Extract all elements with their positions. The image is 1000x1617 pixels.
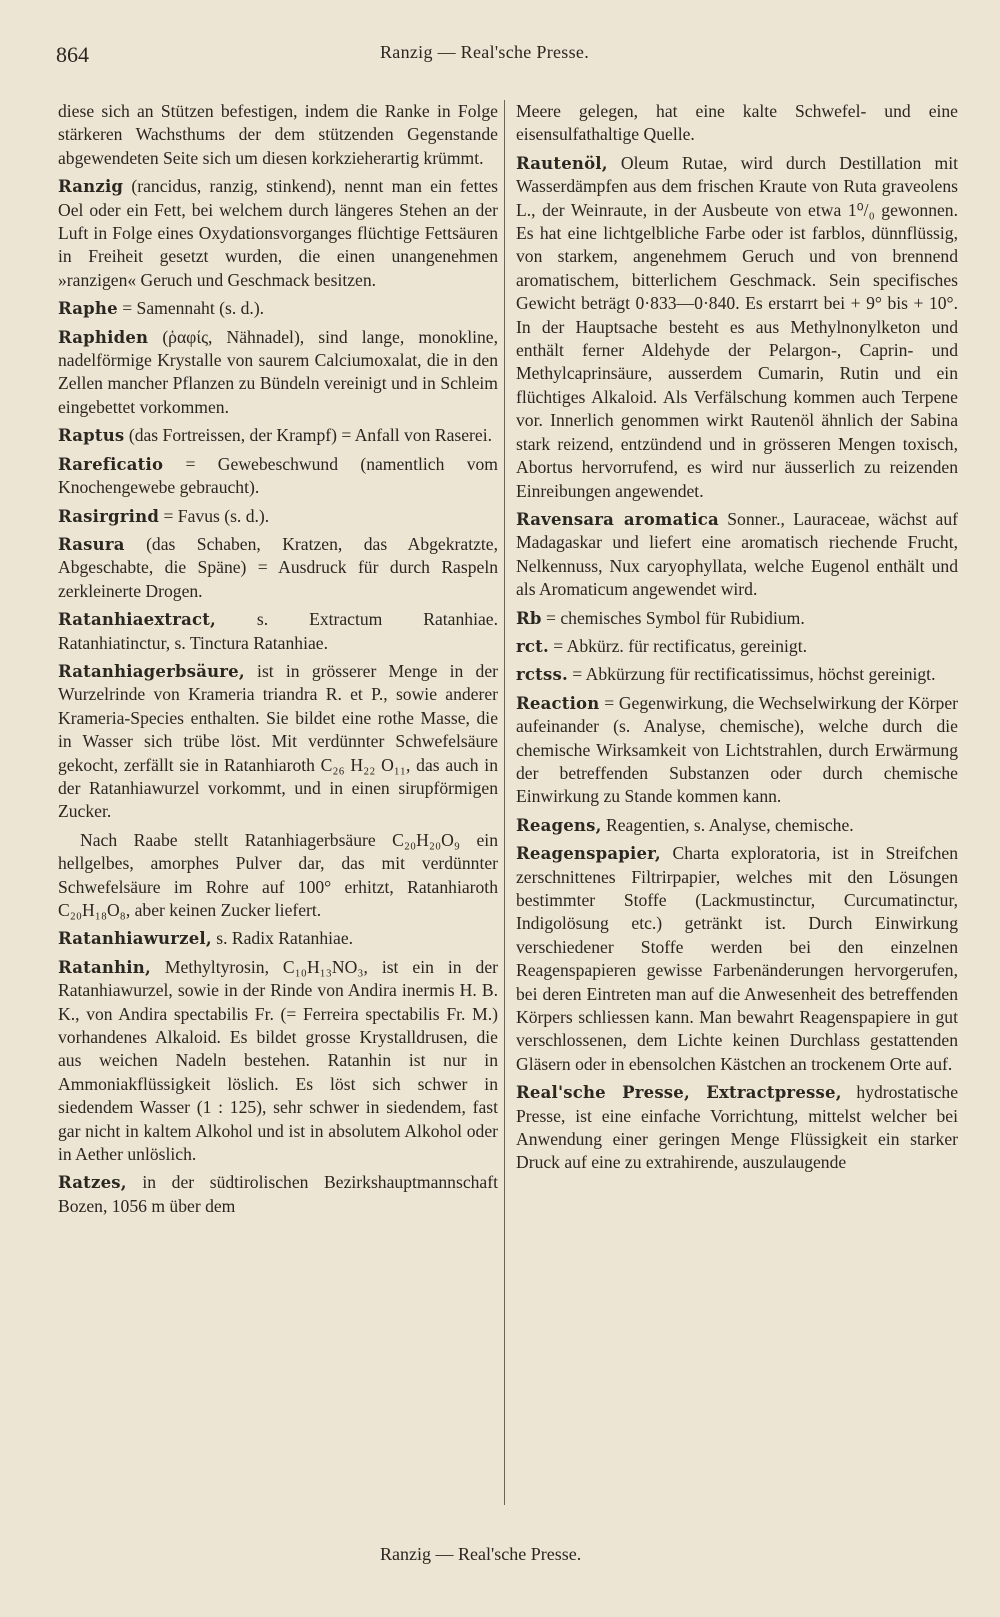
dictionary-entry (58, 424, 498, 447)
entry-text: = Abkürz. für rectificatus, gereinigt. (548, 635, 808, 656)
entry-term: rct. (516, 636, 549, 656)
entry-term: Rasura (58, 534, 125, 554)
dictionary-entry (516, 152, 958, 503)
entry-text: (ῥαφίς, Nähnadel), sind lange, monokline, nadelförmige Krystalle von saurem Calciumoxalat, die in den Zellen mancher Pflanzen zu Bündeln vereinigt und in Schleim eingebettet vorkommen. (58, 326, 498, 417)
entry-term: Ratanhin, (58, 957, 151, 977)
entry-text: Charta exploratoria, ist in Streifchen zerschnittenes Filtrirpapier, welches mit den Lösungen bestimmter Stoffe (Lackmustinctur, Curcumatinctur, Indigolösung etc.) getränkt ist. Durch Einwirkung verschiedener Stoffe werden bei den einzelnen Reagenspapieren gewisse Farbenänderungen hervorgerufen, bei deren Eintreten man auf die Anwesenheit des betreffenden Körpers schliessen kann. Man bewahrt Reagenspapiere in gut verschlossenen, dem Lichte keinen Durchlass gestattenden Gläsern oder in ebensolchen Kästchen an trockenem Orte auf. (516, 843, 958, 1074)
entry-term: rctss. (516, 665, 568, 685)
dictionary-entry (516, 607, 958, 630)
entry-term: Reagenspapier, (516, 844, 661, 864)
entry-term: Rareficatio (58, 454, 164, 474)
dictionary-entry (516, 842, 958, 1076)
entry-text: s. Radix Ratanhiae. (211, 928, 354, 949)
dictionary-entry (58, 829, 498, 923)
dictionary-entry (58, 453, 498, 500)
dictionary-entry (58, 505, 498, 528)
entry-text: = chemisches Symbol für Rubidium. (541, 607, 805, 628)
entry-text: Methyltyrosin, C₁₀H₁₃NO₃, ist ein in der Ratanhiawurzel, sowie in der Rinde von Andira inermis H. B. K., von Andira spectabilis Fr. (= Ferreira spectabilis Fr. M.) vorhandenes Alkaloid. Es bildet grosse Krystalldrusen, die aus weichen Nadeln bestehen. Ratanhin ist nur in Ammoniakflüssigkeit löslich. Es löst sich schwer in siedendem Wasser (1 : 125), sehr schwer in siedendem, fast gar nicht in kaltem Alkohol und ist in absolutem Alkohol oder in Aether unlöslich. (58, 956, 498, 1165)
entry-term: Reagens, (516, 815, 602, 835)
entry-text: = Gewebeschwund (namentlich vom Knochengewebe gebraucht). (58, 453, 498, 498)
entry-text: hydrostatische Presse, ist eine einfache Vorrichtung, mittelst welcher bei Anwendung einer geringen Menge Flüssigkeit ein starker Druck auf eine zu extrahirende, auszulaugende (516, 1082, 959, 1173)
entry-term: Ratzes, (58, 1173, 127, 1193)
entry-text: = Samennaht (s. d.). (117, 298, 265, 319)
entry-term: Rb (516, 608, 542, 628)
column-divider (504, 100, 505, 1505)
right-column (516, 100, 958, 1180)
entry-text: (rancidus, ranzig, stinkend), nennt man ein fettes Oel oder ein Fett, bei welchem durch längeres Stehen an der Luft in Folge eines Oxydationsvorganges flüchtige Fettsäuren in Freiheit gesetzt wurden, die einen unangenehmen »ranzigen« Geruch und Geschmack besitzen. (58, 176, 498, 290)
dictionary-entry (516, 1081, 958, 1175)
entry-text: = Favus (s. d.). (159, 505, 270, 526)
entry-term: Reaction (516, 693, 600, 713)
dictionary-entry (516, 663, 958, 686)
dictionary-entry (58, 608, 498, 655)
dictionary-entry (58, 175, 498, 292)
entry-text: s. Extractum Ratanhiae. Ratanhiatinctur, s. Tinctura Ratanhiae. (58, 609, 498, 653)
entry-text: Reagentien, s. Analyse, chemische. (601, 814, 854, 835)
left-column (58, 100, 498, 1223)
entry-term: Ratanhiawurzel, (58, 929, 212, 949)
footer-running-head: Ranzig — Real'sche Presse. (380, 1544, 582, 1564)
dictionary-entry (58, 1171, 498, 1218)
dictionary-entry (58, 297, 498, 320)
entry-term: Real'sche Presse, Extractpresse, (516, 1083, 842, 1103)
entry-text: diese sich an Stützen befestigen, indem die Ranke in Folge stärkeren Wachsthums der dem stützenden Gegenstande abgewendeten Seite sich um diesen korkzieherartig krümmt. (58, 101, 498, 168)
dictionary-entry (58, 660, 498, 824)
entry-term: Ravensara aromatica (516, 509, 719, 529)
dictionary-entry (58, 100, 498, 170)
entry-text: = Abkürzung für rectificatissimus, höchst gereinigt. (567, 664, 936, 685)
entry-term: Ranzig (58, 177, 124, 197)
dictionary-entry (516, 692, 958, 809)
entry-term: Ratanhiaextract, (58, 610, 217, 630)
entry-term: Rasirgrind (58, 506, 160, 526)
entry-text: Meere gelegen, hat eine kalte Schwefel- und eine eisensulfathaltige Quelle. (516, 101, 958, 145)
entry-term: Ratanhiagerbsäure, (58, 661, 245, 681)
dictionary-entry (516, 635, 958, 658)
page-number: 864 (56, 42, 89, 67)
entry-text: = Gegenwirkung, die Wechselwirkung der Körper aufeinander (s. Analyse, chemische), welche durch die chemische Wirksamkeit von Lichtstrahlen, durch Erwärmung der betreffenden Substanzen oder durch chemische Einwirkung zu Stande kommen kann. (516, 692, 958, 807)
dictionary-entry (58, 326, 498, 420)
entry-text: (das Schaben, Kratzen, das Abgekratzte, Abgeschabte, die Späne) = Ausdruck für durch Raspeln zerkleinerte Drogen. (58, 533, 498, 601)
dictionary-entry (58, 533, 498, 603)
entry-term: Raptus (58, 426, 125, 446)
entry-text: (das Fortreissen, der Krampf) = Anfall von Raserei. (124, 425, 492, 446)
dictionary-entry (516, 508, 958, 602)
entry-text: in der südtirolischen Bezirkshauptmannschaft Bozen, 1056 m über dem (58, 1172, 498, 1216)
entry-term: Raphiden (58, 327, 149, 347)
entry-term: Rautenöl, (516, 153, 608, 173)
dictionary-entry (516, 100, 958, 147)
entry-text: ist in grösserer Menge in der Wurzelrinde von Krameria triandra R. et P., sowie anderer Krameria-Species enthalten. Sie bildet eine rothe Masse, die in Wasser sich trübe löst. Mit verdünnter Schwefelsäure gekocht, zerfällt sie in Ratanhiaroth C₂₆ H₂₂ O₁₁, das auch in der Ratanhiawurzel vorkommt, und in einen sirupförmigen Zucker. (58, 660, 498, 822)
dictionary-entry (516, 814, 958, 837)
entry-text: Oleum Rutae, wird durch Destillation mit Wasserdämpfen aus dem frischen Kraute von Ruta graveolens L., der Weinraute, in der Ausbeute von etwa 1⁰/₀ gewonnen. Es hat eine lichtgelbliche Farbe oder ist farblos, dünnflüssig, von starkem, angenehmem Geruch und von brennend aromatischem, bitterlichem Geschmack. Sein specifisches Gewicht beträgt 0·833—0·840. Es erstarrt bei + 9° bis + 10°. In der Hauptsache besteht es aus Methylnonylketon und enthält ferner Aldehyde der Pelargon-, Caprin- und Methylcaprinsäure, ausserdem Cumarin, Rutin und ein flüchtiges Alkaloid. Als Verfälschung kommen auch Terpene vor. Innerlich genommen wirkt Rautenöl ähnlich der Sabina stark reizend, entzündend und in grösseren Mengen toxisch, Abortus hervorrufend, es wird nur äusserlich zu reizenden Einreibungen angewendet. (516, 152, 958, 501)
dictionary-entry (58, 927, 498, 950)
running-head: Ranzig — Real'sche Presse. (380, 42, 589, 62)
entry-term: Raphe (58, 299, 118, 319)
entry-text: Nach Raabe stellt Ratanhiagerbsäure C₂₀H₂₀O₉ ein hellgelbes, amorphes Pulver dar, das mit verdünnter Schwefelsäure im Rohre auf 100° erhitzt, Ratanhiaroth C₂₀H₁₈O₈, aber keinen Zucker liefert. (58, 829, 498, 920)
dictionary-entry (58, 956, 498, 1167)
entry-text: Sonner., Lauraceae, wächst auf Madagaskar und liefert eine aromatisch riechende Frucht, Nelkennuss, Nux caryophyllata, welche Eugenol enthält und als Aromaticum angewendet wird. (516, 508, 958, 600)
